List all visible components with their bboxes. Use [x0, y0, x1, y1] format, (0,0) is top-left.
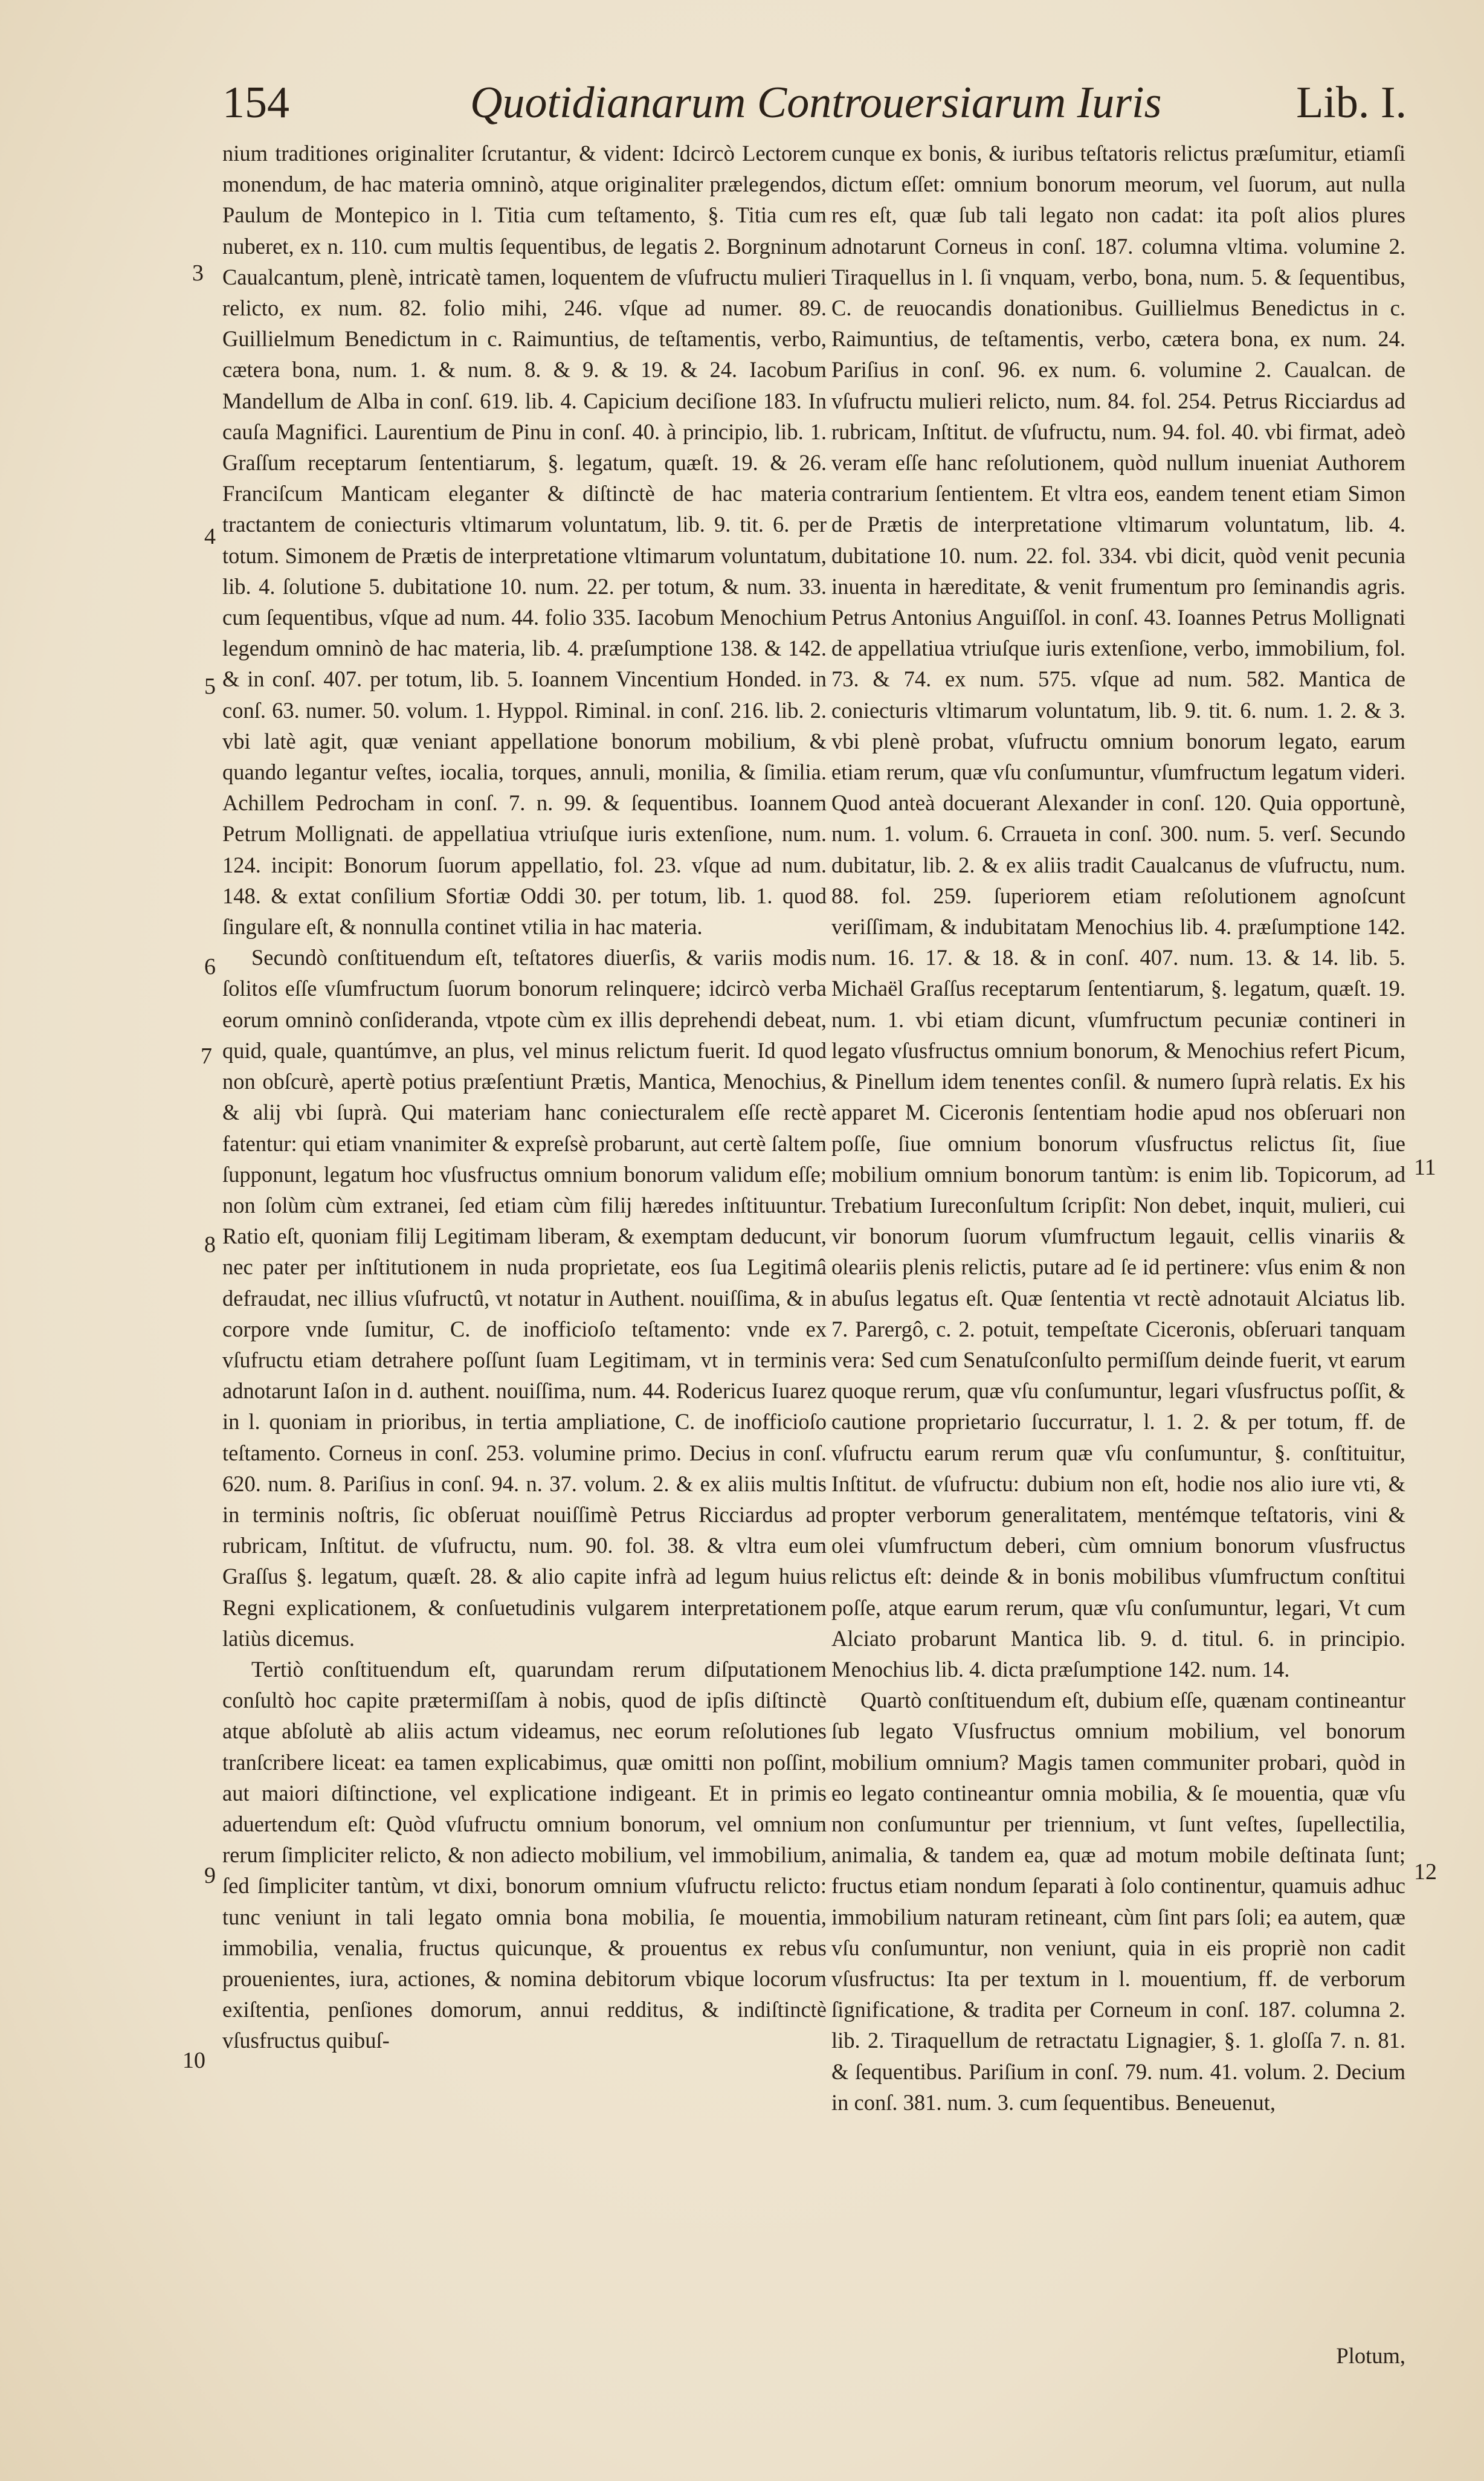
margin-number: 8	[204, 1232, 216, 1257]
right-column	[831, 138, 1405, 2118]
left-paragraph-3: Tertiò conſtituendum eſt, quarundam rerum diſputationem conſultò hoc capite prætermiſſam à nobis, quod de ipſis diſtinctè atque abſolutè ab aliis actum videamus, nec eorum reſolutiones tranſcribere liceat: ea tamen explicabimus, quæ omitti non poſſint, aut maiori diſtinctione, vel explicatione indigeant. Et in primis aduertendum eſt: Quòd vſufructu omnium bonorum, vel omnium rerum ſimpliciter relicto, & non adiecto mobilium, vel immobilium, ſed ſimpliciter tantùm, vt dixi, bonorum omnium vſufructu relicto: tunc veniunt in tali legato omnia bona mobilia, ſe mouentia, immobilia, venalia, fructus quicunque, & prouentus ex rebus prouenientes, iura, actiones, & nomina debitorum vbique locorum exiſtentia, penſiones domorum, annui redditus, & indiſtinctè vſusfructus quibuſ-	[222, 1656, 827, 2053]
running-header	[222, 73, 1407, 133]
right-paragraph-1: cunque ex bonis, & iuribus teſtatoris relictus præſumitur, etiamſi dictum eſſet: omnium bonorum meorum, vel ſuorum, aut nulla res eſt, quæ ſub tali legato non cadat: ita poſt alios plures adnotarunt Corneus in conſ. 187. columna vltima. volumine 2. Tiraquellus in l. ſi vnquam, verbo, bona, num. 5. & ſequentibus, C. de reuocandis donationibus. Guillielmus Benedictus in c. Raimuntius, de teſtamentis, verbo, cætera bona, ex num. 24. Pariſius in conſ. 96. ex num. 6. volumine 2. Caualcan. de vſufructu mulieri relicto, num. 84. fol. 254. Petrus Ricciardus ad rubricam, Inſtitut. de vſufructu, num. 94. fol. 40. vbi firmat, adeò veram eſſe hanc reſolutionem, quòd nullum inueniat Authorem contrarium ſentientem. Et vltra eos, eandem tenent etiam Simon de Prætis de interpretatione vltimarum voluntatum, lib. 4. dubitatione 10. num. 22. fol. 334. vbi dicit, quòd venit pecunia inuenta in hæreditate, & venit frumentum pro ſeminandis agris. Petrus Antonius Anguiſſol. in conſ. 43. Ioannes Petrus Mollignati de appellatiua vtriuſque iuris extenſione, verbo, immobilium, fol. 73. & 74. ex num. 575. vſque ad num. 582. Mantica de coniecturis vltimarum voluntatum, lib. 9. tit. 6. num. 1. 2. & 3. vbi plenè probat, vſufructu omnium bonorum legato, earum etiam rerum, quæ vſu conſumuntur, vſumfructum legatum videri. Quod anteà docuerant Alexander in conſ. 120. Quia opportunè, num. 1. volum. 6. Crraueta in conſ. 300. num. 5. verſ. Secundo dubitatur, lib. 2. & ex aliis tradit Caualcanus de vſufructu, num. 88. fol. 259. ſuperiorem etiam reſolutionem agnoſcunt veriſſimam, & indubitatam Menochius lib. 4. præſumptione 142. num. 16. 17. & 18. & in conſ. 407. num. 13. & 14. lib. 5. Michaël Graſſus receptarum ſententiarum, §. legatum, quæſt. 19. num. 1. vbi etiam dicunt, vſumfructum pecuniæ contineri in legato vſusfructus omnium bonorum, & Menochius refert Picum, & Pinellum idem tenentes conſil. & numero ſuprà relatis. Ex his apparet M. Ciceronis ſententiam hodie apud nos obſeruari non poſſe, ſiue omnium bonorum vſusfructus relictus ſit, ſiue mobilium omnium bonorum tantùm: is enim lib. Topicorum, ad Trebatium Iureconſultum ſcripſit: Non debet, inquit, mulieri, cui vir bonorum ſuorum vſumfructum legauit, cellis vinariis & oleariis plenis relictis, putare ad ſe id pertinere: vſus enim & non abuſus legatus eſt. Quæ ſententia vt rectè adnotauit Alciatus lib. 7. Parergô, c. 2. potuit, tempeſtate Ciceronis, obſeruari tanquam vera: Sed cum Senatuſconſulto permiſſum deinde fuerit, vt earum quoque rerum, quæ vſu conſumuntur, legari vſusfructus poſſit, & cautione proprietario ſuccurratur, l. 1. 2. & per totum, ff. de vſufructu earum rerum quæ vſu conſumuntur, §. conſtituitur, Inſtitut. de vſufructu: dubium non eſt, hodie nos alio iure vti, & propter verborum generalitatem, mentémque teſtatoris, vini & olei vſumfructum deberi, cùm omnium bonorum vſusfructus relictus eſt: deinde & in bonis mobilibus vſumfructum conſtitui poſſe, atque earum rerum, quæ vſu conſumuntur, legari, Vt cum Alciato probarunt Mantica lib. 9. d. titul. 6. in principio. Menochius lib. 4. dicta præſumptione 142. num. 14.	[831, 141, 1405, 1682]
margin-number: 11	[1414, 1155, 1436, 1180]
left-paragraph-1: nium traditiones originaliter ſcrutantur, & vident: Idcircò Lectorem monendum, de hac materia omninò, atque originaliter prælegendos, Paulum de Montepico in l. Titia cum teſtamento, §. Titia cum nuberet, ex n. 110. cum multis ſequentibus, de legatis 2. Borgninum Caualcantum, plenè, intricatè tamen, loquentem de vſufructu mulieri relicto, ex num. 82. folio mihi, 246. vſque ad numer. 89. Guillielmum Benedictum in c. Raimuntius, de teſtamentis, verbo, cætera bona, num. 1. & num. 8. & 9. & 19. & 24. Iacobum Mandellum de Alba in conſ. 619. lib. 4. Capicium deciſione 183. In cauſa Magnifici. Laurentium de Pinu in conſ. 40. à principio, lib. 1. Graſſum receptarum ſententiarum, §. legatum, quæſt. 19. & 26. Franciſcum Manticam eleganter & diſtinctè de hac materia tractantem de coniecturis vltimarum voluntatum, lib. 9. tit. 6. per totum. Simonem de Prætis de interpretatione vltimarum voluntatum, lib. 4. ſolutione 5. dubitatione 10. num. 22. per totum, & num. 33. cum ſequentibus, vſque ad num. 44. folio 335. Iacobum Menochium legendum omninò de hac materia, lib. 4. præſumptione 138. & 142. & in conſ. 407. per totum, lib. 5. Ioannem Vincentium Honded. in conſ. 63. numer. 50. volum. 1. Hyppol. Riminal. in conſ. 216. lib. 2. vbi latè agit, quæ veniant appellatione bonorum mobilium, & quando legantur veſtes, iocalia, torques, annuli, monilia, & ſimilia. Achillem Pedrocham in conſ. 7. n. 99. & ſequentibus. Ioannem Petrum Mollignati. de appellatiua vtriuſque iuris extenſione, num. 124. incipit: Bonorum ſuorum appellatio, fol. 23. vſque ad num. 148. & extat conſilium Sfortiæ Oddi 30. per totum, lib. 1. quod ſingulare eſt, & nonnulla continet vtilia in hac materia.	[222, 141, 827, 940]
margin-number: 6	[204, 954, 216, 979]
margin-number: 3	[192, 260, 204, 286]
margin-number: 10	[182, 2048, 205, 2073]
left-paragraph-2: Secundò conſtituendum eſt, teſtatores diuerſis, & variis modis ſolitos eſſe vſumfructum ſuorum bonorum relinquere; idcircò verba eorum omninò conſideranda, vtpote cùm ex illis deprehendi debeat, quid, quale, quantúmve, an plus, vel minus relictum fuerit. Id quod non obſcurè, apertè potius præſentiunt Prætis, Mantica, Menochius, & alij vbi ſuprà. Qui materiam hanc coniecturalem eſſe rectè fatentur: qui etiam vnanimiter & expreſsè probarunt, aut certè ſaltem ſupponunt, legatum hoc vſusfructus omnium bonorum validum eſſe; non ſolùm cùm extranei, ſed etiam cùm filij hæredes inſtituuntur. Ratio eſt, quoniam filij Legitimam liberam, & exemptam deducunt, nec pater per inſtitutionem in nuda proprietate, eos ſua Legitimâ defraudat, nec illius vſufructû, vt notatur in Authent. nouiſſima, & in corpore vnde ſumitur, C. de inofficioſo teſtamento: vnde ex vſufructu etiam detrahere poſſunt ſuam Legitimam, vt in terminis adnotarunt Iaſon in d. authent. nouiſſima, num. 44. Rodericus Iuarez in l. quoniam in prioribus, in tertia ampliatione, C. de inofficioſo teſtamento. Corneus in conſ. 253. volumine primo. Decius in conſ. 620. num. 8. Pariſius in conſ. 94. n. 37. volum. 2. & ex aliis multis in terminis noſtris, ſic obſeruat nouiſſimè Petrus Ricciardus ad rubricam, Inſtitut. de vſufructu, num. 90. fol. 38. & vltra eum Graſſus §. legatum, quæſt. 28. & alio capite infrà ad legum huius Regni explicationem, & conſuetudinis vulgarem interpretationem latiùs dicemus.	[222, 945, 827, 1651]
margin-number: 5	[204, 674, 216, 699]
margin-number: 9	[204, 1863, 216, 1888]
book-number: Lib. I.	[1296, 78, 1407, 127]
margin-number: 7	[201, 1044, 212, 1069]
right-paragraph-2: Quartò conſtituendum eſt, dubium eſſe, quænam contineantur ſub legato Vſusfructus omnium mobilium, vel bonorum mobilium omnium? Magis tamen communiter probari, quòd in eo legato contineantur omnia mobilia, & ſe mouentia, quæ vſu non conſumuntur per triennium, vt ſunt veſtes, ſupellectilia, animalia, & tandem ea, quæ ad motum mobile deſtinata ſunt; fructus etiam nondum ſeparati à ſolo continentur, quamuis adhuc immobilium naturam retineant, cùm ſint pars ſoli; ea autem, quæ vſu conſumuntur, non veniunt, quia in eis propriè non cadit vſusfructus: Ita per textum in l. mouentium, ff. de verborum ſignificatione, & tradita per Corneum in conſ. 187. columna 2. lib. 2. Tiraquellum de retractatu Lignagier, §. 1. gloſſa 7. n. 81. & ſequentibus. Pariſium in conſ. 79. num. 41. volum. 2. Decium in conſ. 381. num. 3. cum ſequentibus. Beneuenut,	[831, 1688, 1405, 2115]
margin-number: 12	[1414, 1859, 1437, 1885]
left-column	[222, 138, 827, 2056]
margin-number: 4	[204, 524, 216, 549]
catchword: Plotum,	[1336, 2343, 1405, 2368]
page-number: 154	[222, 78, 289, 127]
running-title: Quotidianarum Controuersiarum Iuris	[470, 78, 1162, 127]
